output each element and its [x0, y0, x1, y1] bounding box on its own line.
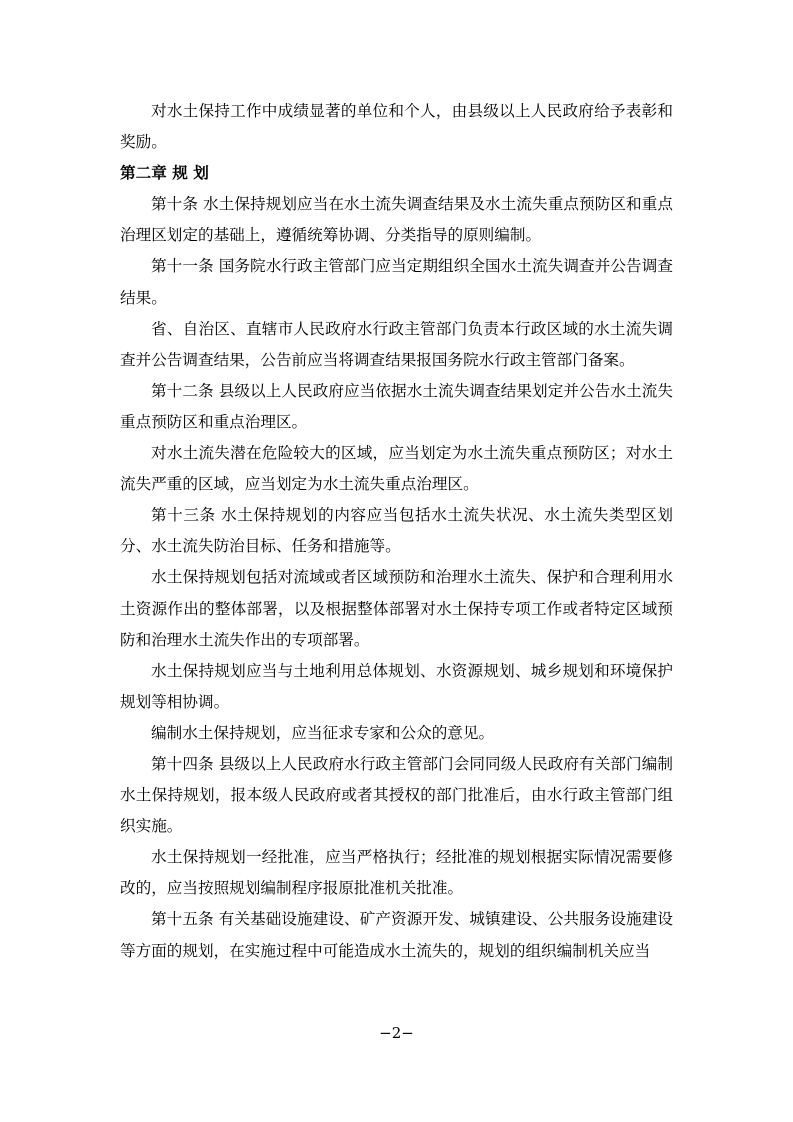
paragraph: 省、自治区、直辖市人民政府水行政主管部门负责本行政区域的水土流失调查并公告调查结果，公告前应当将调查结果报国务院水行政主管部门备案。: [120, 319, 673, 369]
paragraph: 编制水土保持规划，应当征求专家和公众的意见。: [151, 723, 495, 742]
page-number: −2−: [379, 1024, 414, 1042]
paragraph: 水土保持规划包括对流域或者区域预防和治理水土流失、保护和合理利用水土资源作出的整体部署，以及根据整体部署对水土保持专项工作或者特定区域预防和治理水土流失作出的专项部署。: [120, 568, 673, 649]
chapter-heading: 第二章 规 划: [120, 164, 209, 183]
paragraph: 第十条 水土保持规划应当在水土流失调查结果及水土流失重点预防区和重点治理区划定的基础上，遵循统筹协调、分类指导的原则编制。: [120, 195, 673, 245]
document-body: [120, 96, 673, 967]
paragraph: 对水土保持工作中成绩显著的单位和个人，由县级以上人民政府给予表彰和奖励。: [120, 102, 673, 152]
paragraph: 第十四条 县级以上人民政府水行政主管部门会同同级人民政府有关部门编制水土保持规划，报本级人民政府或者其授权的部门批准后，由水行政主管部门组织实施。: [120, 754, 673, 836]
paragraph: 第十三条 水土保持规划的内容应当包括水土流失状况、水土流失类型区划分、水土流失防治目标、任务和措施等。: [120, 506, 673, 556]
paragraph: 水土保持规划一经批准，应当严格执行；经批准的规划根据实际情况需要修改的，应当按照规划编制程序报原批准机关批准。: [120, 848, 673, 898]
paragraph: 第十一条 国务院水行政主管部门应当定期组织全国水土流失调查并公告调查结果。: [120, 257, 673, 307]
paragraph: 第十五条 有关基础设施建设、矿产资源开发、城镇建设、公共服务设施建设等方面的规划，在实施过程中可能造成水土流失的，规划的组织编制机关应当: [120, 910, 673, 960]
paragraph: 对水土流失潜在危险较大的区域，应当划定为水土流失重点预防区；对水土流失严重的区域，应当划定为水土流失重点治理区。: [120, 444, 673, 494]
paragraph: 水土保持规划应当与土地利用总体规划、水资源规划、城乡规划和环境保护规划等相协调。: [120, 661, 673, 711]
paragraph: 第十二条 县级以上人民政府应当依据水土流失调查结果划定并公告水土流失重点预防区和重点治理区。: [120, 381, 673, 431]
